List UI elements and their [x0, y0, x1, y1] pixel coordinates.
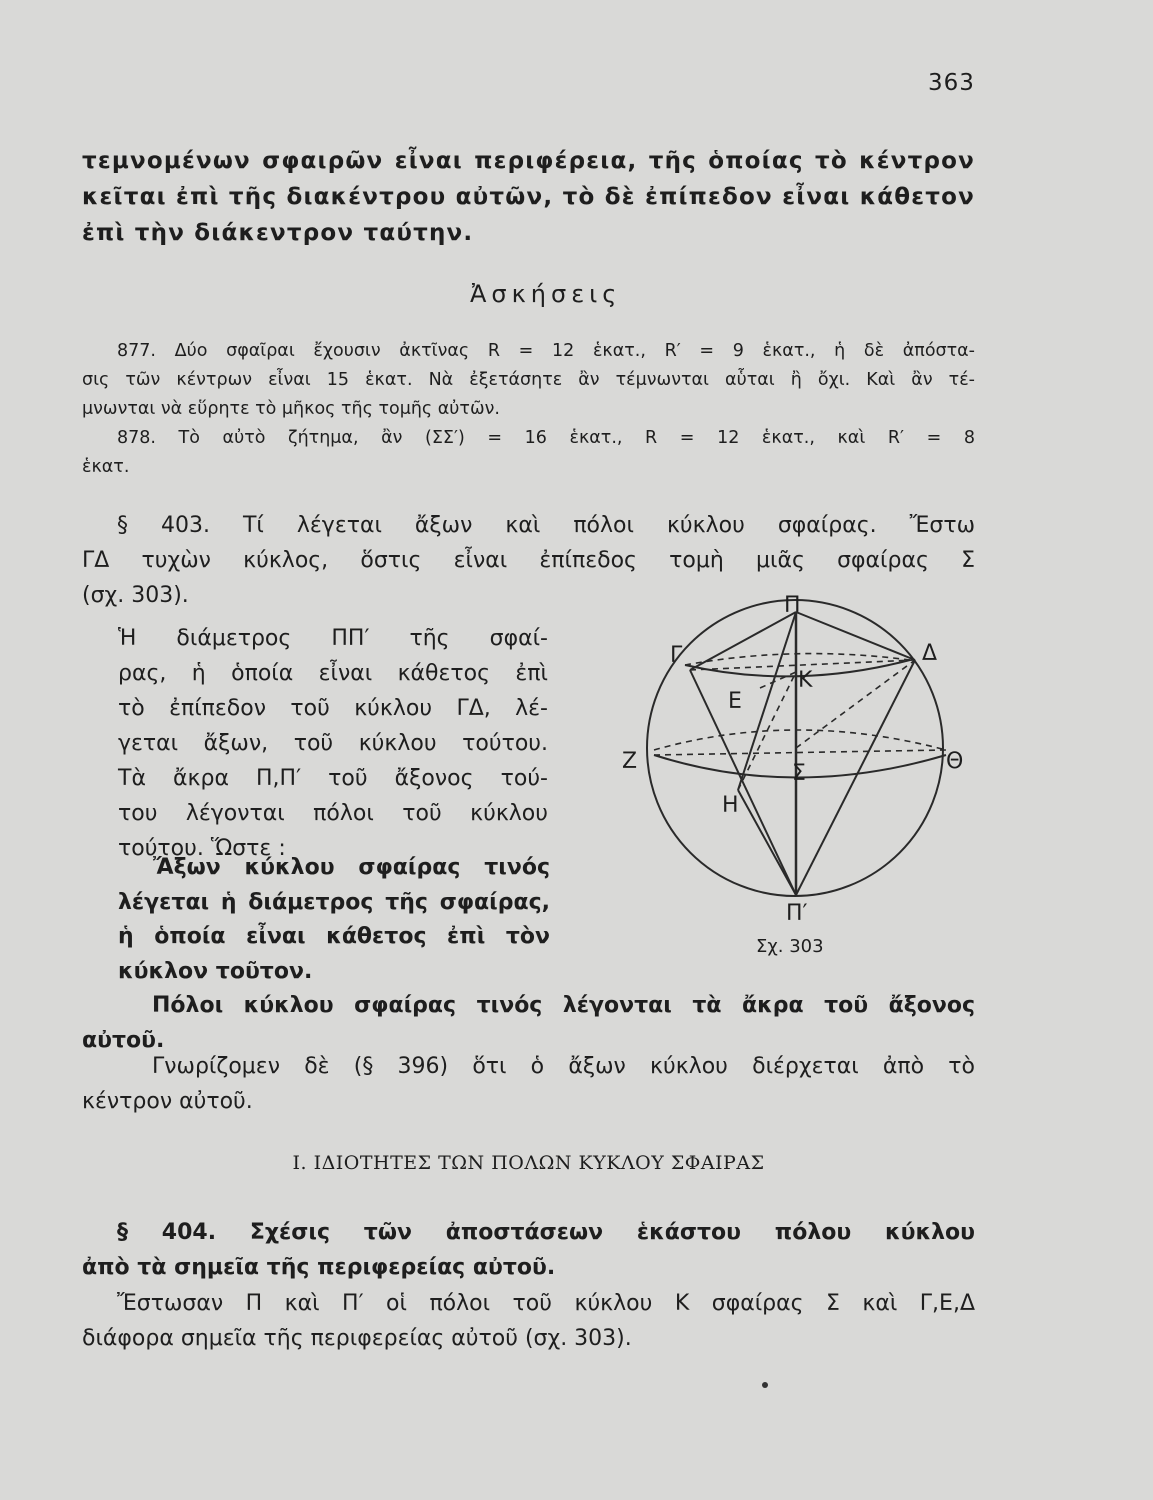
text-line: Ἔστωσαν Π καὶ Π′ οἱ πόλοι τοῦ κύκλου Κ σφαίρας Σ καὶ Γ,Ε,Δ [117, 1291, 975, 1316]
axis-definition [118, 851, 550, 989]
exercise-878-line: 878. Τὸ αὐτὸ ζήτημα, ἂν (ΣΣ′) = 16 ἑκατ., R = 12 ἑκατ., καὶ R′ = 8 [117, 428, 975, 448]
label-theta: Θ [946, 749, 964, 774]
chapter-title: Ι. ΙΔΙΟΤΗΤΕΣ ΤΩΝ ΠΟΛΩΝ ΚΥΚΛΟΥ ΣΦΑΙΡΑΣ [292, 1152, 765, 1174]
exercise-877-line: 877. Δύο σφαῖραι ἔχουσιν ἀκτῖνας R = 12 ἑκατ., R′ = 9 ἑκατ., ἡ δὲ ἀπόστα- [117, 341, 975, 361]
text-line: του λέγονται πόλοι τοῦ κύκλου [118, 801, 548, 826]
text-line: λέγεται ἡ διάμετρος τῆς σφαίρας, [118, 889, 550, 915]
edge-line [796, 612, 915, 660]
exercise-878-line: ἑκατ. [82, 457, 130, 477]
text-line: κεῖται ἐπὶ τῆς διακέντρου αὐτῶν, τὸ δὲ ἐπίπεδον εἶναι κάθετον [82, 184, 975, 210]
text-line: τεμνομένων σφαιρῶν εἶναι περιφέρεια, τῆς ὁποίας τὸ κέντρον [82, 148, 975, 174]
label-pi-prime: Π′ [786, 901, 808, 926]
intro-paragraph [82, 143, 975, 251]
label-eta: Η [722, 793, 739, 818]
figure-caption: Σχ. 303 [756, 936, 824, 957]
label-delta: Δ [922, 641, 938, 666]
text-line: τούτου. Ὥστε : [118, 836, 286, 861]
chord-line [760, 672, 796, 688]
page-number: 363 [928, 70, 975, 96]
text-line: ΓΔ τυχὼν κύκλος, ὅστις εἶναι ἐπίπεδος τομὴ μιᾶς σφαίρας Σ [82, 548, 975, 573]
great-circle-back [654, 730, 946, 750]
text-line: αὐτοῦ. [82, 1028, 165, 1053]
label-sigma: Σ [792, 761, 806, 786]
text-line: § 404. Σχέσις τῶν ἀποστάσεων ἑκάστου πόλου κύκλου [117, 1220, 975, 1245]
exercise-877-line: μνωνται νὰ εὕρητε τὸ μῆκος τῆς τομῆς αὐτῶν. [82, 399, 500, 419]
exercises-block [82, 337, 975, 482]
label-pi: Π [784, 593, 801, 618]
text-line: Τὰ ἄκρα Π,Π′ τοῦ ἄξονος τού- [118, 766, 548, 791]
exercise-877-line: σις τῶν κέντρων εἶναι 15 ἑκατ. Νὰ ἐξετάσητε ἂν τέμνωνται αὗται ἢ ὄχι. Καὶ ἂν τέ- [82, 370, 975, 390]
radius-line [796, 660, 915, 748]
sphere-figure [610, 590, 980, 935]
text-line: διάφορα σημεῖα τῆς περιφερείας αὐτοῦ (σχ. 303). [82, 1326, 632, 1351]
poles-definition [82, 988, 975, 1058]
text-line: γεται ἄξων, τοῦ κύκλου τούτου. [118, 731, 548, 756]
text-line: ἡ ὁποία εἶναι κάθετος ἐπὶ τὸν [118, 924, 550, 949]
edge-line [738, 790, 796, 895]
section-403-column [118, 621, 548, 866]
text-line: τὸ ἐπίπεδον τοῦ κύκλου ΓΔ, λέ- [118, 696, 548, 721]
text-line: Ἄξων κύκλου σφαίρας τινός [153, 855, 550, 880]
exercises-title: Ἀσκήσεις [470, 280, 622, 308]
section-404-heading [82, 1215, 975, 1285]
text-line: § 403. Τί λέγεται ἄξων καὶ πόλοι κύκλου σφαίρας. Ἔστω [117, 513, 975, 538]
text-line: Πόλοι κύκλου σφαίρας τινός λέγονται τὰ ἄκρα τοῦ ἄξονος [152, 993, 975, 1018]
gnorizomen-paragraph [82, 1049, 975, 1119]
text-line: Ἡ διάμετρος ΠΠ′ τῆς σφαί- [118, 626, 548, 651]
label-gamma: Γ [670, 643, 683, 668]
text-line: ρας, ἡ ὁποία εἶναι κάθετος ἐπὶ [118, 661, 548, 686]
section-404-body [82, 1286, 975, 1356]
edge-line [690, 670, 796, 895]
label-epsilon: Ε [728, 689, 742, 714]
text-line: κέντρον αὐτοῦ. [82, 1089, 253, 1114]
label-kappa: Κ [798, 668, 813, 693]
text-line: ἀπὸ τὰ σημεῖα τῆς περιφερείας αὐτοῦ. [82, 1255, 556, 1280]
label-zeta: Ζ [622, 749, 638, 774]
text-line: (σχ. 303). [82, 583, 189, 608]
text-line: ἐπὶ τὴν διάκεντρον ταύτην. [82, 220, 474, 246]
text-line: Γνωρίζομεν δὲ (§ 396) ὅτι ὁ ἄξων κύκλου διέρχεται ἀπὸ τὸ [152, 1054, 975, 1079]
diameter-line [654, 750, 946, 755]
page-dot-mark [762, 1382, 768, 1388]
text-line: κύκλον τοῦτον. [118, 958, 313, 984]
